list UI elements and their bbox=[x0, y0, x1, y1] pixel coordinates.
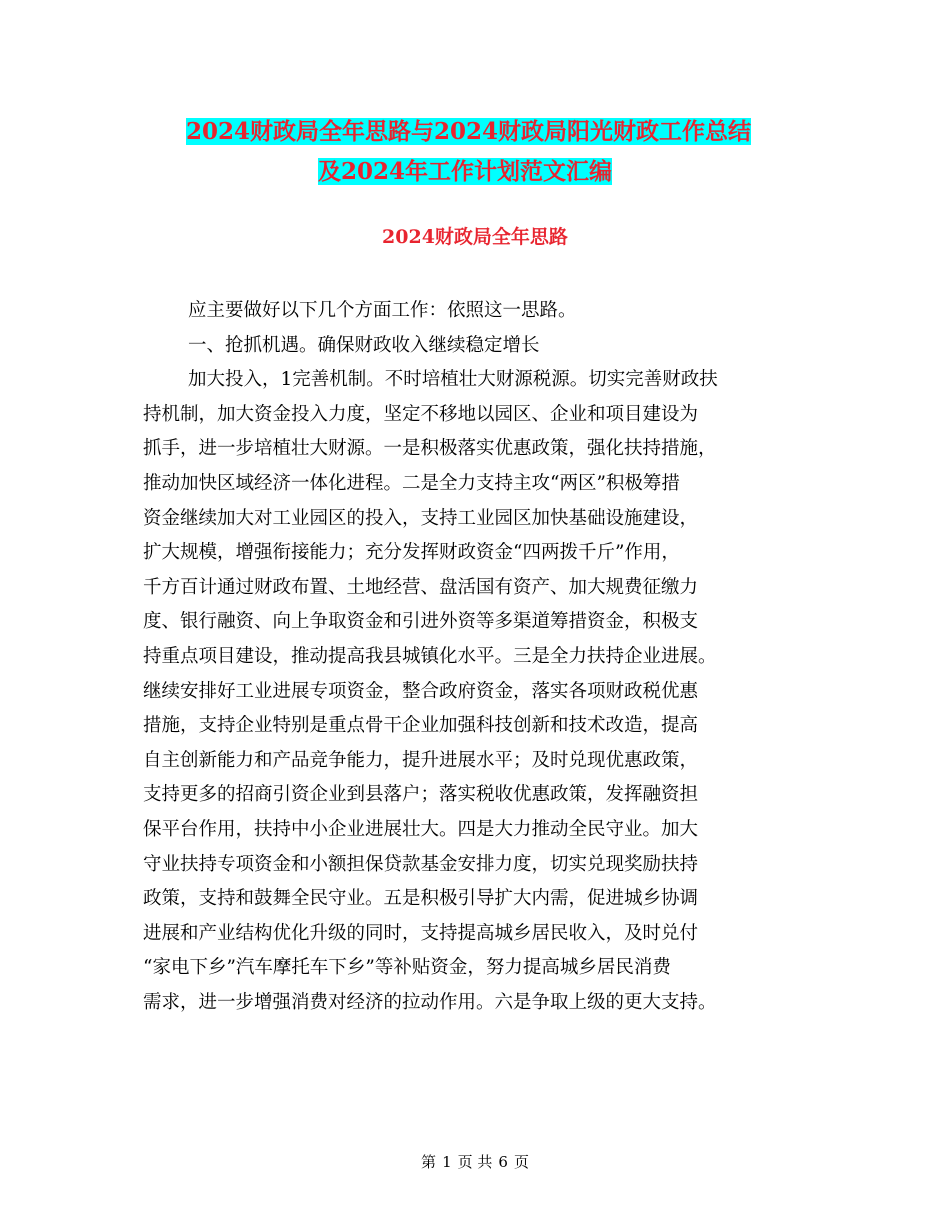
paragraph-line: “家电下乡”汽车摩托车下乡”等补贴资金，努力提高城乡居民消费 bbox=[143, 957, 671, 979]
paragraph-line: 支持更多的招商引资企业到县落户；落实税收优惠政策，发挥融资担 bbox=[143, 784, 699, 806]
paragraph-line: 政策，支持和鼓舞全民守业。五是积极引导扩大内需，促进城乡协调 bbox=[143, 888, 699, 910]
paragraph-line: 抓手，进一步培植壮大财源。一是积极落实优惠政策，强化扶持措施， bbox=[143, 438, 717, 460]
paragraph-line: 需求，进一步增强消费对经济的拉动作用。六是争取上级的更大支持。 bbox=[143, 991, 717, 1013]
body-text bbox=[143, 294, 813, 1020]
paragraph-line: 加大投入，1完善机制。不时培植壮大财源税源。切实完善财政扶 bbox=[188, 369, 718, 391]
title-line-1 bbox=[140, 112, 820, 152]
paragraph-line: 进展和产业结构优化升级的同时，支持提高城乡居民收入，及时兑付 bbox=[143, 922, 699, 944]
paragraph-line: 千方百计通过财政布置、土地经营、盘活国有资产、加大规费征缴力 bbox=[143, 576, 699, 598]
footer-total-pages: 6 bbox=[498, 1153, 508, 1171]
footer-page-number: 1 bbox=[442, 1153, 452, 1171]
paragraph-line: 一、抢抓机遇。确保财政收入继续稳定增长 bbox=[188, 334, 540, 356]
title-line-2 bbox=[140, 152, 820, 192]
paragraph-line: 持重点项目建设，推动提高我县城镇化水平。三是全力扶持企业进展。 bbox=[143, 645, 717, 667]
paragraph-line: 扩大规模，增强衔接能力；充分发挥财政资金“四两拨千斤”作用， bbox=[143, 542, 680, 564]
paragraph-line: 守业扶持专项资金和小额担保贷款基金安排力度，切实兑现奖励扶持 bbox=[143, 853, 699, 875]
paragraph-line: 推动加快区域经济一体化进程。二是全力支持主攻“两区”积极筹措 bbox=[143, 472, 680, 494]
paragraph-line: 保平台作用，扶持中小企业进展壮大。四是大力推动全民守业。加大 bbox=[143, 818, 699, 840]
paragraph-line: 自主创新能力和产品竞争能力，提升进展水平；及时兑现优惠政策， bbox=[143, 749, 699, 771]
paragraph-line: 持机制，加大资金投入力度，坚定不移地以园区、企业和项目建设为 bbox=[143, 403, 699, 425]
page-footer bbox=[0, 1150, 950, 1174]
paragraph-line: 度、银行融资、向上争取资金和引进外资等多渠道筹措资金，积极支 bbox=[143, 611, 699, 633]
paragraph-line: 资金继续加大对工业园区的投入，支持工业园区加快基础设施建设， bbox=[143, 507, 699, 529]
paragraph-line: 措施，支持企业特别是重点骨干企业加强科技创新和技术改造，提高 bbox=[143, 715, 699, 737]
title-line-2-text: 及2024年工作计划范文汇编 bbox=[318, 158, 613, 185]
footer-prefix: 第 bbox=[421, 1153, 437, 1171]
title-line-1-text: 2024财政局全年思路与2024财政局阳光财政工作总结 bbox=[186, 118, 752, 145]
paragraph-line: 继续安排好工业进展专项资金，整合政府资金，落实各项财政税优惠 bbox=[143, 680, 699, 702]
paragraph-line: 应主要做好以下几个方面工作：依照这一思路。 bbox=[188, 300, 577, 321]
section-heading: 2024财政局全年思路 bbox=[382, 226, 568, 248]
footer-mid: 页 共 bbox=[457, 1153, 493, 1171]
document-title bbox=[140, 112, 820, 192]
footer-suffix: 页 bbox=[513, 1153, 529, 1171]
